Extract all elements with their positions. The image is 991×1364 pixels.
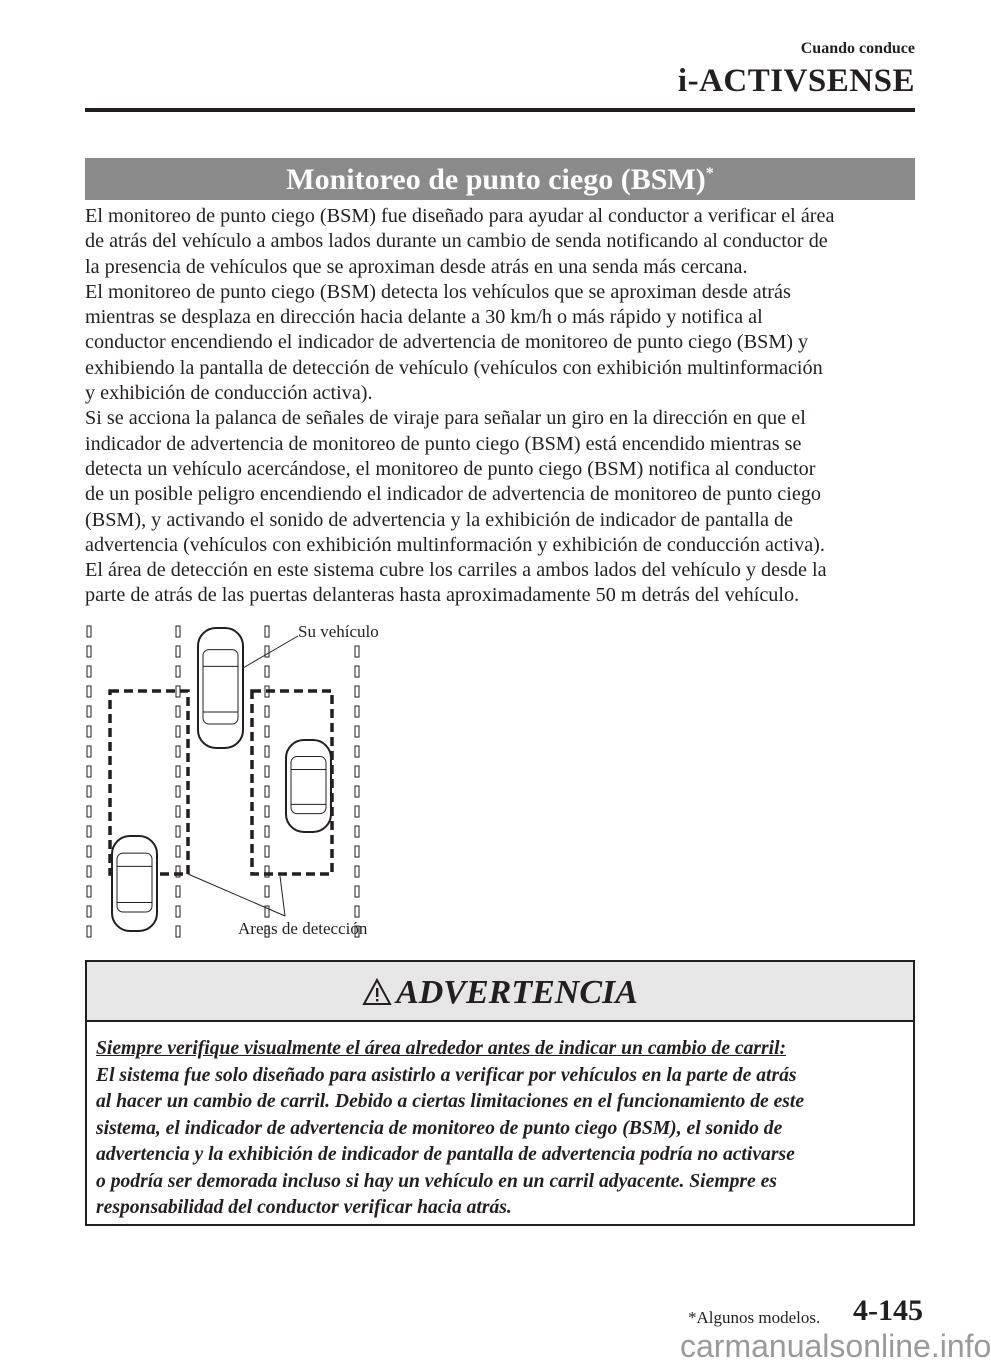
- warning-line: o podría ser demorada incluso si hay un vehículo en un carril adyacente. Siempre es: [96, 1170, 777, 1192]
- lane-marker: [355, 646, 359, 657]
- body-line: y exhibición de conducción activa).: [85, 382, 373, 405]
- lane-marker: [176, 706, 180, 717]
- lane-marker: [87, 766, 91, 777]
- lane-marker: [87, 746, 91, 757]
- body-text: [85, 204, 925, 609]
- lane-marker: [176, 786, 180, 797]
- lane-marker: [87, 726, 91, 737]
- lane-marker: [265, 886, 269, 897]
- lane-marker: [87, 686, 91, 697]
- warning-line: al hacer un cambio de carril. Debido a ciertas limitaciones en el funcionamiento de este: [96, 1091, 805, 1112]
- body-line: mientras se desplaza en dirección hacia delante a 30 km/h o más rápido y notifica al: [85, 306, 763, 329]
- section-title-text: Monitoreo de punto ciego (BSM): [286, 163, 706, 196]
- vehicle-right-lane: [286, 740, 331, 832]
- lane-marker: [265, 826, 269, 837]
- lane-marker: [176, 846, 180, 857]
- body-line: detecta un vehículo acercándose, el monitoreo de punto ciego (BSM) notifica al conductor: [85, 457, 816, 480]
- body-line: (BSM), y activando el sonido de advertencia y la exhibición de indicador de pantalla de: [85, 508, 794, 531]
- warning-text: [87, 1022, 913, 1222]
- lane-marker: [87, 786, 91, 797]
- section-header: Cuando conduce: [800, 40, 915, 57]
- lane-marker: [355, 766, 359, 777]
- warning-triangle-icon: [362, 978, 392, 1006]
- lane-marker: [176, 726, 180, 737]
- detection-leader-left: [188, 874, 285, 916]
- lane-marker: [176, 806, 180, 817]
- warning-line: advertencia y la exhibición de indicador de pantalla de advertencia podría no activarse: [96, 1144, 795, 1165]
- body-line: El monitoreo de punto ciego (BSM) detecta los vehículos que se aproximan desde atrás: [85, 280, 791, 303]
- lane-marker: [87, 866, 91, 877]
- lane-marker: [265, 666, 269, 677]
- lane-marker: [265, 626, 269, 637]
- detection-leader-right: [280, 876, 285, 916]
- lane-marker: [355, 746, 359, 757]
- own-vehicle-label: Su vehículo: [298, 622, 379, 641]
- lane-marker: [355, 786, 359, 797]
- warning-box: [85, 960, 915, 1226]
- lane-marker: [176, 766, 180, 777]
- page-number: 4-145: [853, 1294, 923, 1327]
- lane-marker: [87, 906, 91, 917]
- body-line: advertencia (vehículos con exhibición multinformación y exhibición de conducción activa).: [85, 533, 825, 556]
- detection-areas-label: Areas de detección: [238, 919, 368, 938]
- lane-marker: [87, 706, 91, 717]
- lane-marker: [87, 886, 91, 897]
- lane-marker: [176, 746, 180, 757]
- lane-marker: [355, 886, 359, 897]
- warning-line: responsabilidad del conductor verificar hacia atrás.: [96, 1197, 512, 1218]
- body-line: de un posible peligro encendiendo el indicador de advertencia de monitoreo de punto ciego: [85, 483, 822, 506]
- lane-marker: [87, 646, 91, 657]
- header-rule: [85, 108, 915, 112]
- lane-marker: [265, 706, 269, 717]
- body-line: El área de detección en este sistema cubre los carriles a ambos lados del vehículo y desde la: [85, 559, 827, 582]
- warning-header: [87, 962, 913, 1022]
- lane-marker: [87, 666, 91, 677]
- asterisk-mark: *: [705, 165, 714, 182]
- lane-marker: [176, 646, 180, 657]
- body-line: Si se acciona la palanca de señales de viraje para señalar un giro en la dirección en que el: [85, 407, 806, 430]
- lane-marker: [87, 926, 91, 937]
- lane-marker: [355, 806, 359, 817]
- lane-marker: [176, 826, 180, 837]
- warning-line: El sistema fue solo diseñado para asistirlo a verificar por vehículos en la parte de atrás: [96, 1064, 797, 1086]
- lane-marker: [87, 826, 91, 837]
- vehicle-left-lane: [112, 836, 157, 931]
- lane-marker: [176, 886, 180, 897]
- watermark: carmanualsonline.info: [680, 1328, 991, 1364]
- own-vehicle-leader: [243, 636, 298, 668]
- lane-marker: [355, 726, 359, 737]
- body-line: parte de atrás de las puertas delanteras hasta aproximadamente 50 m detrás del vehículo.: [85, 584, 800, 607]
- lane-marker: [265, 726, 269, 737]
- body-line: exhibiendo la pantalla de detección de vehículo (vehículos con exhibición multinformación: [85, 356, 823, 379]
- lane-marker: [265, 746, 269, 757]
- lane-marker: [176, 926, 180, 937]
- detection-area-illustration: [80, 618, 400, 948]
- warning-line: sistema, el indicador de advertencia de monitoreo de punto ciego (BSM), el sonido de: [96, 1117, 783, 1139]
- body-line: indicador de advertencia de monitoreo de punto ciego (BSM) está encendido mientras se: [85, 432, 802, 455]
- chapter-header: i-ACTIVSENSE: [677, 63, 915, 99]
- lane-marker: [355, 906, 359, 917]
- lane-marker: [87, 846, 91, 857]
- footnote: *Algunos modelos.: [688, 1308, 821, 1327]
- lane-marker: [355, 686, 359, 697]
- section-title: [85, 158, 915, 200]
- lane-marker: [265, 846, 269, 857]
- lane-marker: [355, 666, 359, 677]
- lane-marker: [87, 626, 91, 637]
- lane-marker: [176, 686, 180, 697]
- lane-marker: [87, 806, 91, 817]
- body-line: conductor encendiendo el indicador de advertencia de monitoreo de punto ciego (BSM) y: [85, 331, 809, 354]
- lane-marker: [355, 846, 359, 857]
- lane-marker: [176, 906, 180, 917]
- lane-marker: [265, 766, 269, 777]
- lane-marker: [355, 706, 359, 717]
- bsm-diagram: [80, 618, 400, 948]
- body-line: El monitoreo de punto ciego (BSM) fue diseñado para ayudar al conductor a verificar el área: [85, 205, 835, 227]
- lane-marker: [355, 866, 359, 877]
- lane-marker: [265, 806, 269, 817]
- lane-marker: [176, 666, 180, 677]
- lane-marker: [355, 826, 359, 837]
- warning-heading: ADVERTENCIA: [396, 974, 638, 1011]
- body-line: de atrás del vehículo a ambos lados durante un cambio de senda notificando al conductor de: [85, 230, 828, 253]
- own-vehicle: [198, 628, 243, 748]
- body-line: la presencia de vehículos que se aproximan desde atrás en una senda más cercana.: [85, 255, 748, 278]
- lane-marker: [176, 626, 180, 637]
- warning-lead: Siempre verifique visualmente el área alrededor antes de indicar un cambio de carril:: [96, 1038, 787, 1059]
- lane-marker: [265, 786, 269, 797]
